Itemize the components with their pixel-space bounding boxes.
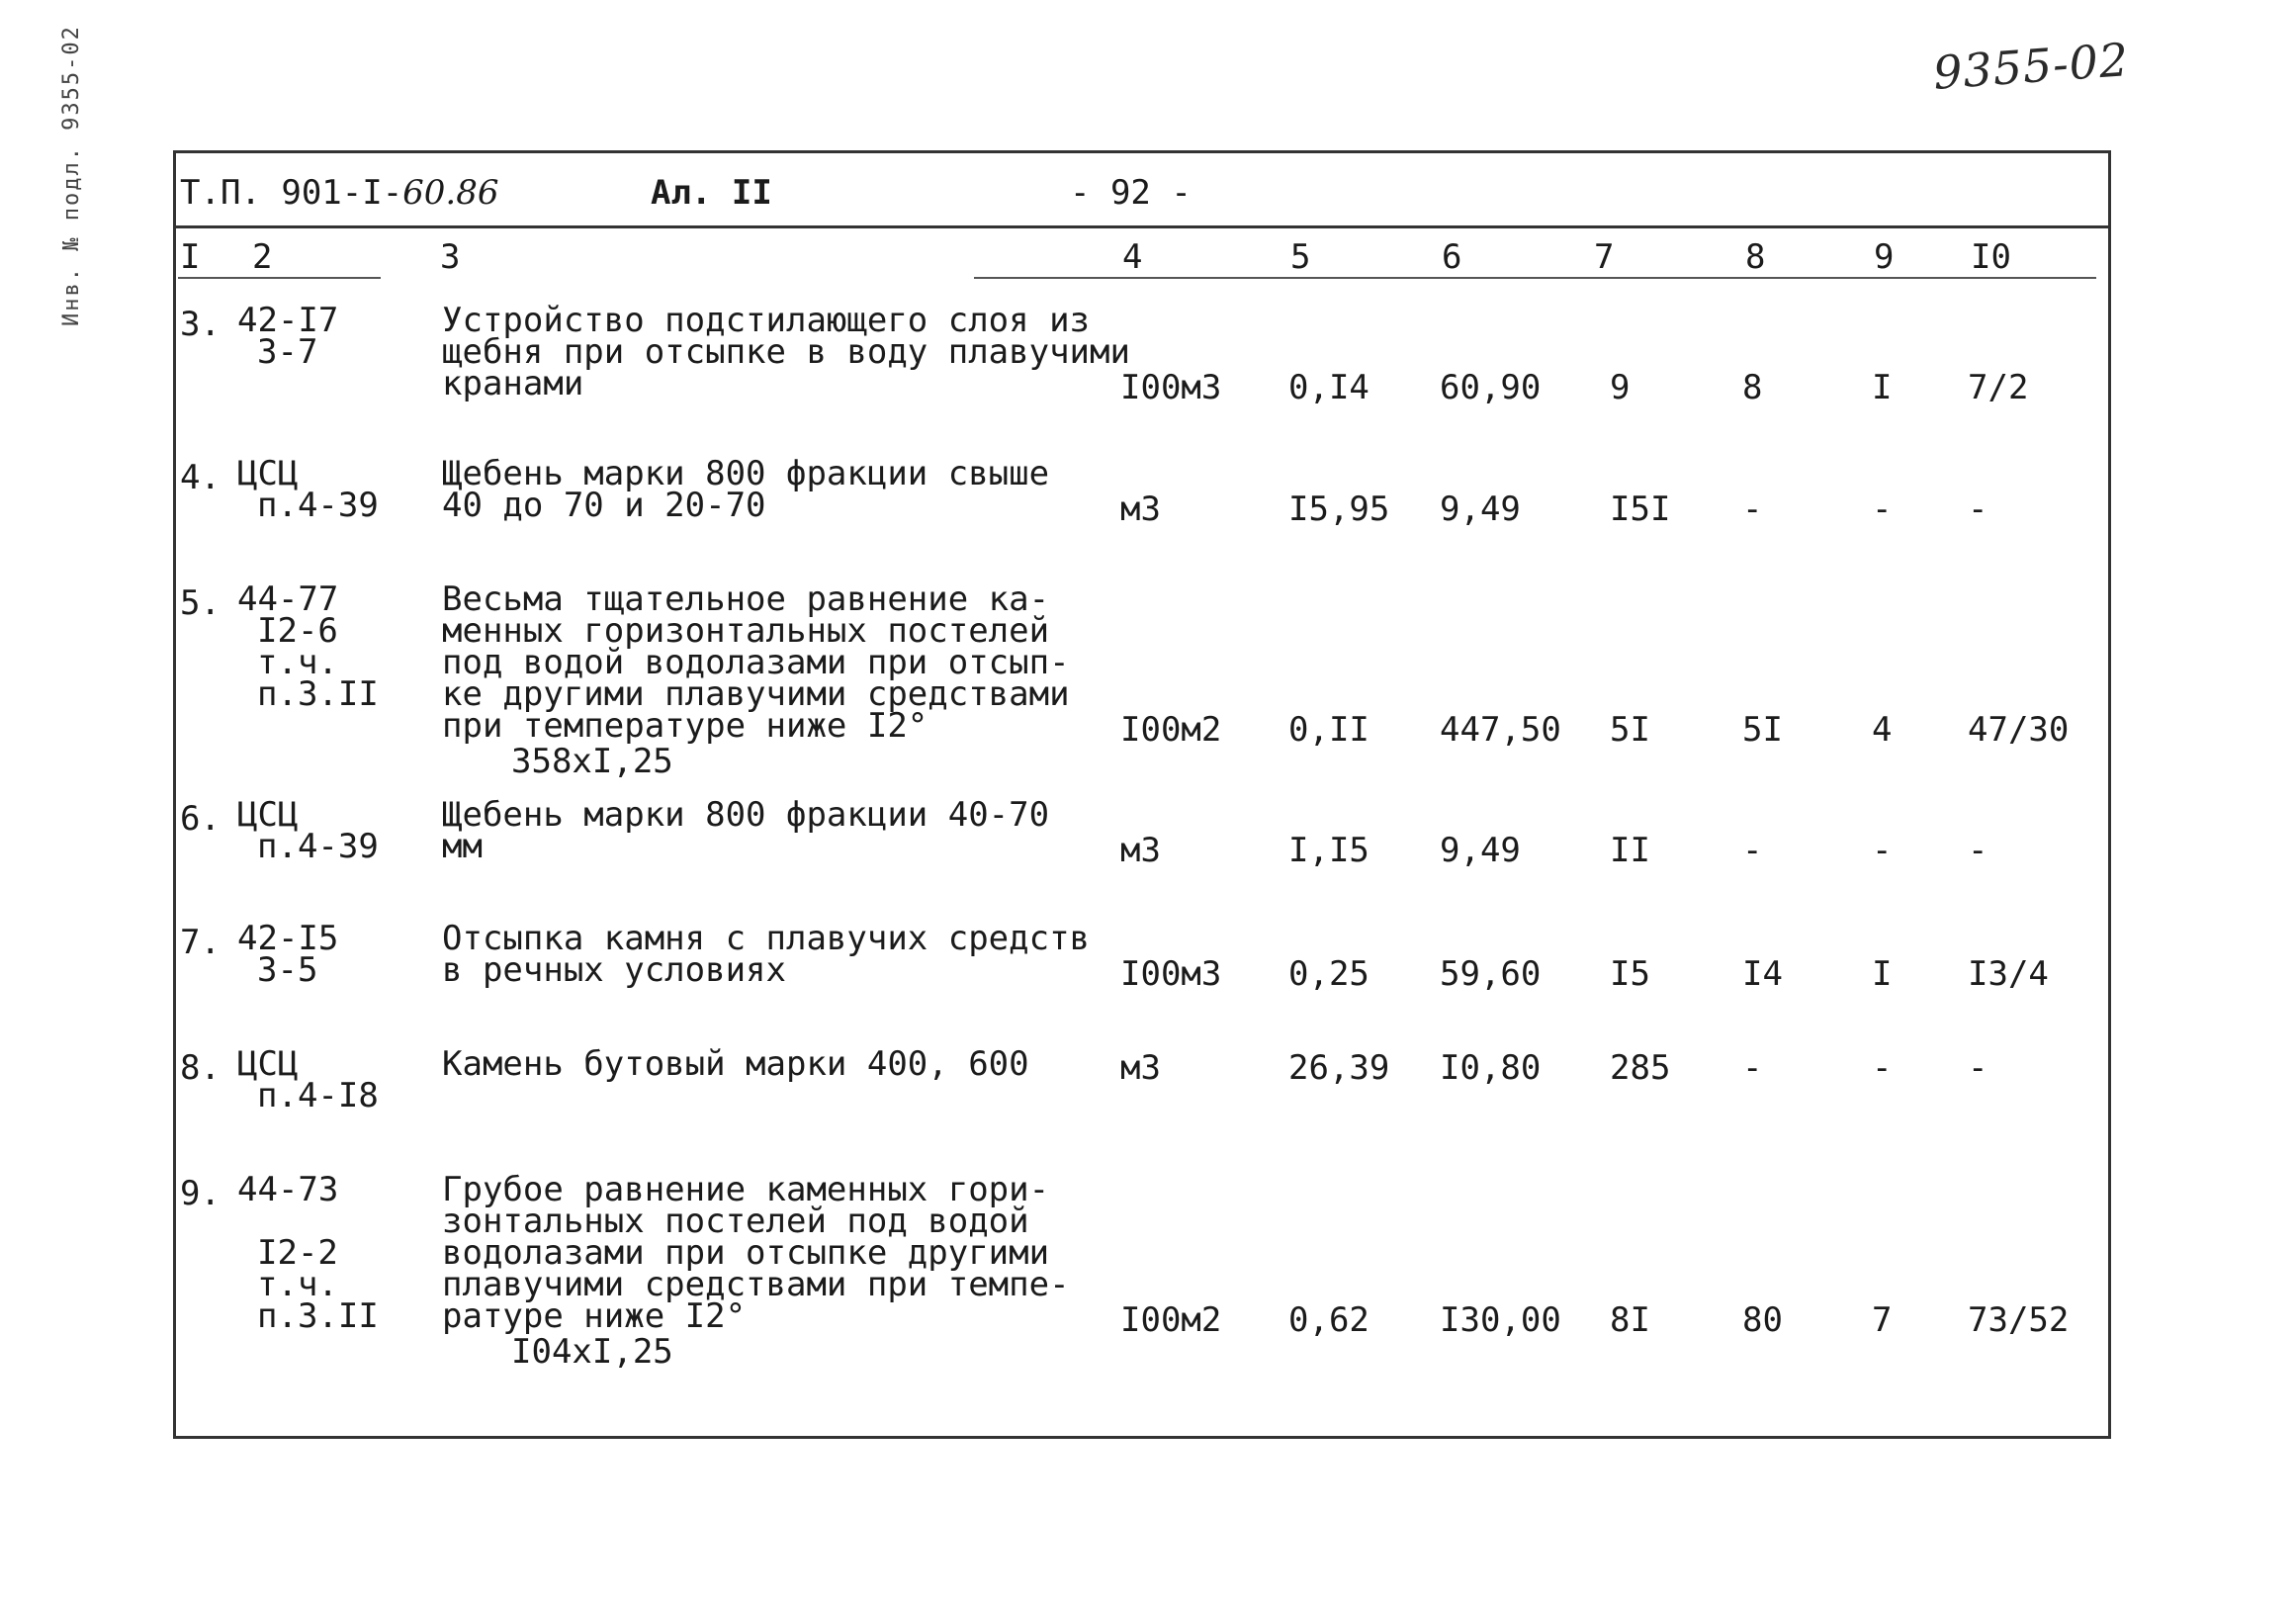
row-unit: м3: [1120, 831, 1161, 870]
row-col9: -: [1872, 831, 1893, 870]
row-description: Отсыпка камня с плавучих средств: [442, 919, 1091, 958]
row-col7: II: [1610, 831, 1650, 870]
row-code: 3-7: [257, 332, 318, 372]
row-quantity: 0,II: [1288, 710, 1369, 750]
row-col7: 9: [1610, 368, 1631, 407]
row-col10: -: [1968, 1048, 1988, 1088]
row-col9: I: [1872, 954, 1893, 994]
col-header-3: 3: [440, 237, 461, 277]
row-code: т.ч.: [257, 643, 338, 682]
row-col7: I5I: [1610, 490, 1671, 529]
row-col10: 73/52: [1968, 1300, 2070, 1340]
row-col9: -: [1872, 1048, 1893, 1088]
row-col7: 8I: [1610, 1300, 1650, 1340]
row-unit: м3: [1120, 1048, 1161, 1088]
row-unit-price: 9,49: [1440, 490, 1521, 529]
row-quantity: I,I5: [1288, 831, 1369, 870]
row-unit: I00м2: [1120, 1300, 1222, 1340]
row-code: п.3.II: [257, 674, 379, 714]
row-number: 4.: [180, 458, 221, 497]
row-number: 3.: [180, 305, 221, 344]
row-quantity: 0,25: [1288, 954, 1369, 994]
row-code: ЦСЦ: [237, 795, 299, 835]
sheet-number: 9355-02: [1931, 33, 2131, 100]
row-code: п.3.II: [257, 1296, 379, 1336]
col-header-6: 6: [1442, 237, 1462, 277]
row-formula: I04хI,25: [511, 1332, 673, 1372]
row-description: водолазами при отсыпке другими: [442, 1233, 1050, 1273]
row-code: 44-77: [237, 579, 339, 619]
row-number: 8.: [180, 1048, 221, 1088]
col-header-4: 4: [1122, 237, 1143, 277]
row-unit-price: 9,49: [1440, 831, 1521, 870]
row-quantity: 26,39: [1288, 1048, 1390, 1088]
row-code: 3-5: [257, 950, 318, 990]
row-description: щебня при отсыпке в воду плавучими: [442, 332, 1130, 372]
col-header-8: 8: [1745, 237, 1766, 277]
row-quantity: 0,I4: [1288, 368, 1369, 407]
row-code: п.4-39: [257, 827, 379, 866]
row-col7: 5I: [1610, 710, 1650, 750]
col-header-2: 2: [252, 237, 273, 277]
row-col10: -: [1968, 490, 1988, 529]
row-code: т.ч.: [257, 1265, 338, 1304]
row-col9: 7: [1872, 1300, 1893, 1340]
col-header-7: 7: [1594, 237, 1615, 277]
col-header-9: 9: [1874, 237, 1895, 277]
row-col8: I4: [1742, 954, 1783, 994]
col-header-10: I0: [1971, 237, 2011, 277]
row-description: Весьма тщательное равнение ка-: [442, 579, 1050, 619]
row-formula: 358хI,25: [511, 742, 673, 781]
row-code: п.4-39: [257, 486, 379, 525]
row-description: кранами: [442, 364, 584, 403]
album-label: Ал. II: [651, 173, 772, 213]
row-description: Щебень марки 800 фракции свыше: [442, 454, 1050, 493]
row-description: 40 до 70 и 20-70: [442, 486, 766, 525]
row-col8: 8: [1742, 368, 1763, 407]
row-unit: I00м3: [1120, 368, 1222, 407]
header-underline: [974, 277, 2096, 279]
row-description: ратуре ниже I2°: [442, 1296, 747, 1336]
row-description: менных горизонтальных постелей: [442, 611, 1050, 651]
row-code: п.4-I8: [257, 1076, 379, 1115]
row-col8: -: [1742, 1048, 1763, 1088]
row-col8: 5I: [1742, 710, 1783, 750]
row-description: Камень бутовый марки 400, 600: [442, 1044, 1029, 1084]
row-col9: 4: [1872, 710, 1893, 750]
header-divider: [173, 225, 2111, 228]
row-unit-price: 447,50: [1440, 710, 1561, 750]
row-description: ке другими плавучими средствами: [442, 674, 1070, 714]
row-number: 7.: [180, 923, 221, 962]
row-col9: I: [1872, 368, 1893, 407]
row-unit-price: I0,80: [1440, 1048, 1542, 1088]
row-unit: I00м3: [1120, 954, 1222, 994]
row-col8: -: [1742, 490, 1763, 529]
row-unit-price: I30,00: [1440, 1300, 1561, 1340]
row-col7: I5: [1610, 954, 1650, 994]
project-suffix: 60.86: [402, 173, 499, 213]
row-col8: -: [1742, 831, 1763, 870]
row-unit-price: 60,90: [1440, 368, 1542, 407]
col-header-1: I: [180, 237, 201, 277]
row-description: Грубое равнение каменных гори-: [442, 1170, 1050, 1209]
row-description: при температуре ниже I2°: [442, 706, 928, 746]
row-description: в речных условиях: [442, 950, 786, 990]
row-code: ЦСЦ: [237, 1044, 299, 1084]
row-unit: I00м2: [1120, 710, 1222, 750]
row-description: под водой водолазами при отсып-: [442, 643, 1070, 682]
row-quantity: I5,95: [1288, 490, 1390, 529]
row-col10: 7/2: [1968, 368, 2029, 407]
row-col9: -: [1872, 490, 1893, 529]
row-description: зонтальных постелей под водой: [442, 1202, 1029, 1241]
project-code: Т.П. 901-I-60.86: [180, 173, 499, 213]
row-number: 5.: [180, 583, 221, 623]
row-quantity: 0,62: [1288, 1300, 1369, 1340]
row-code: I2-2: [257, 1233, 338, 1273]
row-description: плавучими средствами при темпе-: [442, 1265, 1070, 1304]
row-description: Щебень марки 800 фракции 40-70: [442, 795, 1050, 835]
row-code: I2-6: [257, 611, 338, 651]
row-col10: -: [1968, 831, 1988, 870]
row-description: мм: [442, 827, 483, 866]
row-col7: 285: [1610, 1048, 1671, 1088]
header-underline: [178, 277, 381, 279]
page-number: - 92 -: [1070, 173, 1192, 213]
row-number: 9.: [180, 1174, 221, 1213]
row-unit-price: 59,60: [1440, 954, 1542, 994]
row-number: 6.: [180, 799, 221, 839]
row-code: 44-73: [237, 1170, 339, 1209]
row-description: Устройство подстилающего слоя из: [442, 301, 1091, 340]
row-col10: 47/30: [1968, 710, 2070, 750]
row-code: 42-I5: [237, 919, 339, 958]
row-code: 42-I7: [237, 301, 339, 340]
row-unit: м3: [1120, 490, 1161, 529]
col-header-5: 5: [1290, 237, 1311, 277]
row-col8: 80: [1742, 1300, 1783, 1340]
side-stamp: Инв. № подл. 9355-02: [59, 25, 84, 326]
row-code: ЦСЦ: [237, 454, 299, 493]
row-col10: I3/4: [1968, 954, 2049, 994]
